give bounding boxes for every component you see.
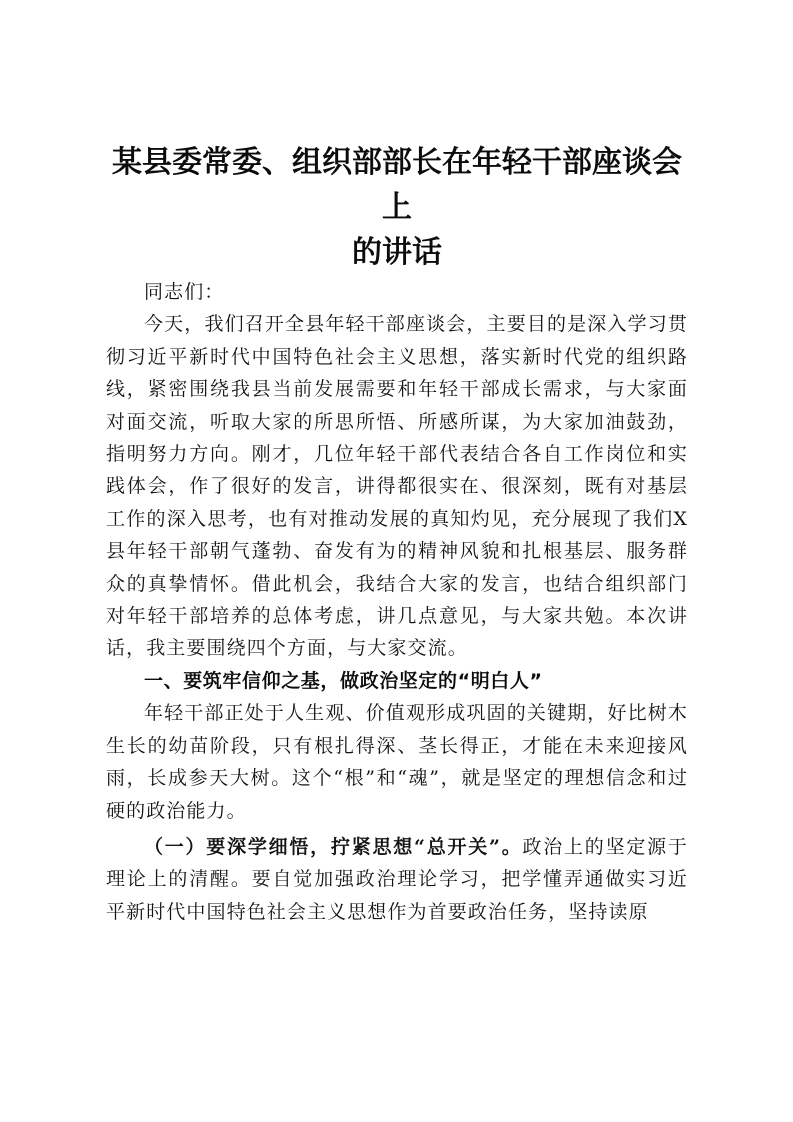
title-line-1: 某县委常委、组织部部长在年轻干部座谈会上 bbox=[112, 145, 682, 225]
document-body bbox=[106, 276, 688, 928]
section-1-heading: 一、要筑牢信仰之基，做政治坚定的“明白人” bbox=[144, 669, 543, 692]
document-title bbox=[106, 140, 688, 275]
subsection-1-heading: （一）要深学细悟，拧紧思想“总开关”。 bbox=[144, 835, 523, 858]
section-1-paragraph: 年轻干部正处于人生观、价值观形成巩固的关键期，好比树木生长的幼苗阶段，只有根扎得深、茎长得正，才能在未来迎接风雨，长成参天大树。这个“根”和“魂”，就是坚定的理想信念和过硬的政治能力。 bbox=[106, 702, 688, 822]
title-line-2: 的讲话 bbox=[352, 235, 442, 270]
speech-document bbox=[106, 140, 688, 928]
salutation: 同志们： bbox=[144, 281, 225, 303]
intro-paragraph: 今天，我们召开全县年轻干部座谈会，主要目的是深入学习贯彻习近平新时代中国特色社会主义思想，落实新时代党的组织路线，紧密围绕我县当前发展需要和年轻干部成长需求，与大家面对面交流，听取大家的所思所悟、所感所谋，为大家加油鼓劲，指明努力方向。刚才，几位年轻干部代表结合各自工作岗位和实践体会，作了很好的发言，讲得都很实在、很深刻，既有对基层工作的深入思考，也有对推动发展的真知灼见，充分展现了我们X县年轻干部朝气蓬勃、奋发有为的精神风貌和扎根基层、服务群众的真挚情怀。借此机会，我结合大家的发言，也结合组织部门对年轻干部培养的总体考虑，讲几点意见，与大家共勉。本次讲话，我主要围绕四个方面，与大家交流。 bbox=[106, 313, 688, 660]
subsection-1-paragraph bbox=[106, 831, 688, 928]
subsection-1-text: 政治上的坚定源于理论上的清醒。要自觉加强政治理论学习，把学懂弄通做实习近平新时代中国特色社会主义思想作为首要政治任务，坚持读原 bbox=[106, 835, 688, 923]
